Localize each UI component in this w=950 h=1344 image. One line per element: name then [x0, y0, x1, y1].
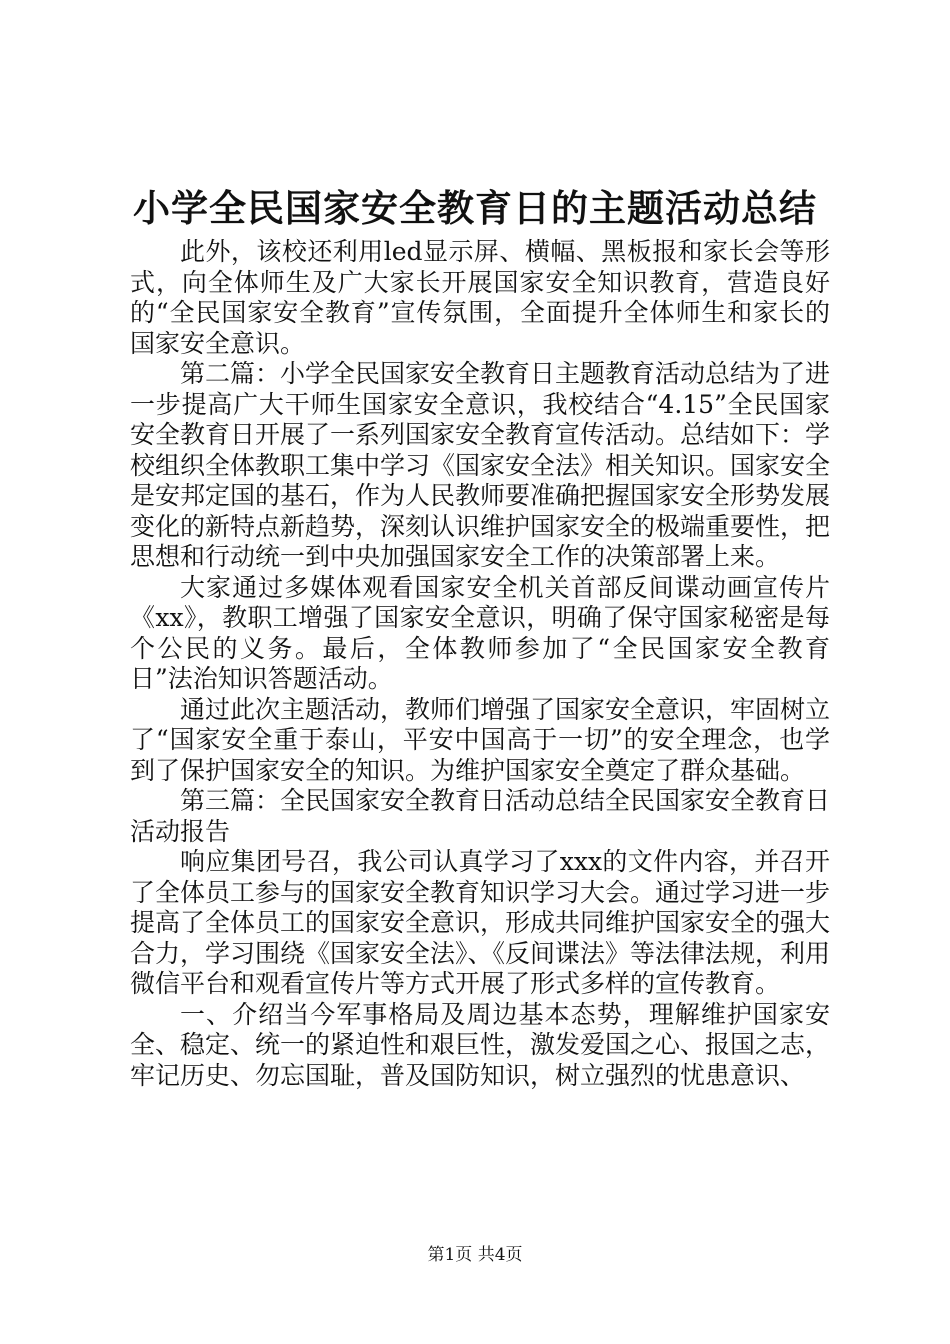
paragraph: 第二篇：小学全民国家安全教育日主题教育活动总结为了进一步提高广大干师生国家安全意识，我校结合“4.15”全民国家安全教育日开展了一系列国家安全教育宣传活动。总结如下：学校组织全体教职工集中学习《国家安全法》相关知识。国家安全是安邦定国的基石，作为人民教师要准确把握国家安全形势发展变化的新特点新趋势，深刻认识维护国家安全的极端重要性，把思想和行动统一到中央加强国家安全工作的决策部署上来。	[130, 359, 831, 571]
paragraph: 第三篇：全民国家安全教育日活动总结全民国家安全教育日活动报告	[130, 786, 831, 846]
page-footer	[0, 1244, 950, 1266]
document-title: 小学全民国家安全教育日的主题活动总结	[133, 186, 817, 230]
page-number-label: 第1页 共4页	[427, 1245, 523, 1265]
paragraph: 响应集团号召，我公司认真学习了xxx的文件内容，并召开了全体员工参与的国家安全教育知识学习大会。通过学习进一步提高了全体员工的国家安全意识，形成共同维护国家安全的强大合力，学习围绕《国家安全法》、《反间谍法》等法律法规，利用微信平台和观看宣传片等方式开展了形式多样的宣传教育。	[130, 847, 831, 998]
paragraph: 一、介绍当今军事格局及周边基本态势，理解维护国家安全、稳定、统一的紧迫性和艰巨性，激发爱国之心、报国之志，牢记历史、勿忘国耻，普及国防知识，树立强烈的忧患意识、	[130, 999, 831, 1090]
paragraph: 此外，该校还利用led显示屏、横幅、黑板报和家长会等形式，向全体师生及广大家长开展国家安全知识教育，营造良好的“全民国家安全教育”宣传氛围，全面提升全体师生和家长的国家安全意识。	[130, 237, 830, 358]
paragraph: 通过此次主题活动，教师们增强了国家安全意识，牢固树立了“国家安全重于泰山，平安中国高于一切”的安全理念，也学到了保护国家安全的知识。为维护国家安全奠定了群众基础。	[130, 694, 831, 785]
paragraph: 大家通过多媒体观看国家安全机关首部反间谍动画宣传片《xx》，教职工增强了国家安全意识，明确了保守国家秘密是每个公民的义务。最后，全体教师参加了“全民国家安全教育日”法治知识答题活动。	[130, 572, 830, 693]
document-body	[130, 237, 830, 1091]
